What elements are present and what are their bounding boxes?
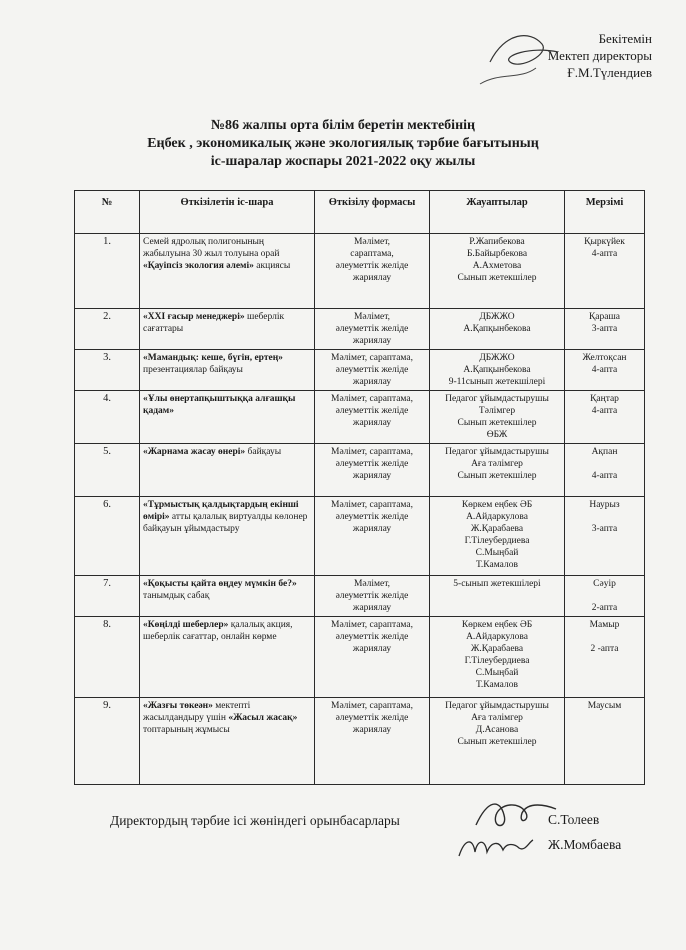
table-row (75, 350, 645, 391)
row-term (565, 444, 645, 497)
row-responsible-line: Т.Камалов (476, 560, 518, 570)
row-event (140, 309, 315, 350)
row-responsible (430, 444, 565, 497)
row-term (565, 309, 645, 350)
row-term-line: 4-апта (591, 365, 618, 375)
event-text: шеберлік сағаттары (143, 312, 285, 334)
row-responsible-line: С.Мыңбай (475, 548, 519, 558)
table-row (75, 497, 645, 576)
row-term-line: 3-апта (591, 324, 618, 334)
row-responsible (430, 234, 565, 309)
row-term (565, 698, 645, 785)
row-responsible (430, 698, 565, 785)
row-form-line: жариялау (352, 336, 392, 346)
row-form-line: әлеуметтік желіде (335, 459, 409, 469)
row-responsible (430, 309, 565, 350)
row-event (140, 617, 315, 698)
row-form-line: Мәлімет, сараптама, (331, 447, 413, 457)
row-term-line (568, 511, 641, 523)
row-form-line: жариялау (352, 725, 392, 735)
row-term (565, 497, 645, 576)
row-form (315, 350, 430, 391)
row-form (315, 617, 430, 698)
row-number: 4. (75, 391, 140, 444)
row-term-line: Қыркүйек (584, 237, 625, 247)
approval-signature-scribble (460, 22, 580, 92)
table-header-row (75, 191, 645, 234)
row-form (315, 234, 430, 309)
row-responsible-line: Б.Байырбекова (466, 249, 528, 259)
row-responsible-line: ӨБЖ (486, 430, 508, 440)
approval-block (472, 30, 652, 81)
footer-name-2: Ж.Момбаева (548, 837, 622, 852)
table-row (75, 391, 645, 444)
row-form-line: әлеуметтік желіде (335, 632, 409, 642)
row-responsible-line: А.Айдаркулова (466, 632, 528, 642)
row-responsible-line: Сынып жетекшілер (457, 471, 537, 481)
event-text: мектепті жасылдандыру үшін (143, 701, 251, 723)
header-term: Мерзімі (565, 191, 645, 234)
row-term-line (568, 590, 641, 602)
row-event (140, 497, 315, 576)
row-form (315, 309, 430, 350)
row-term-line: 3-апта (591, 524, 618, 534)
row-term-line: Ақпан (591, 447, 618, 457)
row-form (315, 576, 430, 617)
row-responsible-line: Р.Жапибекова (469, 237, 525, 247)
row-number: 9. (75, 698, 140, 785)
signature-scribble-2 (455, 832, 535, 862)
row-term-line: Наурыз (589, 500, 620, 510)
table-row (75, 444, 645, 497)
row-responsible-line: Т.Камалов (476, 680, 518, 690)
title-line-1: №86 жалпы орта білім беретін мектебінің (210, 118, 476, 133)
header-responsible: Жауаптылар (430, 191, 565, 234)
event-title: «Жасыл жасақ» (228, 713, 298, 723)
row-form-line: әлеуметтік желіде (335, 713, 409, 723)
header-form: Өткізілу формасы (315, 191, 430, 234)
row-term-line: Сәуір (593, 579, 616, 589)
row-form-line: Мәлімет, (353, 237, 391, 247)
row-responsible-line: Г.Тілеубердиева (464, 656, 530, 666)
row-form-line: жариялау (352, 418, 392, 428)
document-title (0, 117, 686, 171)
row-term (565, 576, 645, 617)
row-responsible-line: С.Мыңбай (475, 668, 519, 678)
row-form-line: жариялау (352, 273, 392, 283)
row-term (565, 617, 645, 698)
event-title: «Ұлы өнертапқыштыққа алғашқы қадам» (143, 394, 296, 416)
row-responsible-line: А.Қапқынбекова (463, 324, 531, 334)
row-responsible-line: Ж.Қарабаева (470, 524, 524, 534)
row-form (315, 497, 430, 576)
event-title: «Жазғы төкеән» (143, 701, 213, 711)
row-number: 5. (75, 444, 140, 497)
row-term-line: 4-апта (591, 471, 618, 481)
row-responsible (430, 576, 565, 617)
event-title: «Мамандық: кеше, бүгін, ертең» (143, 353, 283, 363)
row-form-line: Мәлімет, сараптама, (331, 620, 413, 630)
row-responsible-line: Сынып жетекшілер (457, 273, 537, 283)
event-text: байқауы (245, 447, 282, 457)
event-title: «Көңілді шеберлер» (143, 620, 229, 630)
footer-name-1: С.Толеев (548, 812, 600, 827)
row-responsible-line: Ж.Қарабаева (470, 644, 524, 654)
row-term-line: 2-апта (591, 603, 618, 613)
row-term-line (568, 458, 641, 470)
row-number: 7. (75, 576, 140, 617)
row-responsible-line: 9-11сынып жетекшілері (448, 377, 546, 387)
row-number: 6. (75, 497, 140, 576)
row-responsible-line: Г.Тілеубердиева (464, 536, 530, 546)
row-event (140, 391, 315, 444)
row-event (140, 576, 315, 617)
row-form-line: әлеуметтік желіде (335, 591, 409, 601)
row-number: 8. (75, 617, 140, 698)
table-row (75, 309, 645, 350)
row-number: 2. (75, 309, 140, 350)
row-form (315, 698, 430, 785)
event-text: презентациялар байқауы (143, 365, 243, 375)
event-text: қалалық акция, шеберлік сағаттар, онлайн көрме (143, 620, 293, 642)
row-responsible-line: Педагог ұйымдастырушы (445, 394, 549, 404)
row-term-line: 4-апта (591, 406, 618, 416)
row-responsible-line: Сынып жетекшілер (457, 737, 537, 747)
table-row (75, 576, 645, 617)
row-event (140, 234, 315, 309)
event-title: «XXI ғасыр менеджері» (143, 312, 245, 322)
event-text: танымдық сабақ (143, 591, 210, 601)
table-row (75, 617, 645, 698)
row-term-line: 4-апта (591, 249, 618, 259)
header-number: № (75, 191, 140, 234)
row-responsible-line: Аға тәлімгер (471, 713, 523, 723)
row-responsible-line: А.Қапқынбекова (463, 365, 531, 375)
event-text: акциясы (253, 261, 291, 271)
approval-line-approve: Бекітемін (598, 31, 652, 46)
row-form-line: әлеуметтік желіде (335, 365, 409, 375)
row-event (140, 444, 315, 497)
row-responsible-line: Педагог ұйымдастырушы (445, 447, 549, 457)
row-event (140, 698, 315, 785)
row-responsible-line: А.Ахметова (472, 261, 522, 271)
row-responsible (430, 350, 565, 391)
row-event (140, 350, 315, 391)
event-text: атты қалалық виртуалды көлонер байқауын ұйымдастыру (143, 512, 308, 534)
row-form-line: Мәлімет, сараптама, (331, 701, 413, 711)
title-line-2: Еңбек , экономикалық және экологиялық тәрбие бағытының (147, 136, 539, 151)
approval-line-position: Мектеп директоры (547, 48, 652, 63)
event-title: «Тұрмыстық қалдықтардың екінші өмірі» (143, 500, 299, 522)
activity-plan-table (74, 190, 645, 785)
header-event: Өткізілетін іс-шара (140, 191, 315, 234)
row-form-line: жариялау (352, 644, 392, 654)
row-form-line: Мәлімет, сараптама, (331, 394, 413, 404)
row-term-line: Қараша (588, 312, 621, 322)
row-responsible-line: Педагог ұйымдастырушы (445, 701, 549, 711)
row-form-line: Мәлімет, сараптама, (331, 353, 413, 363)
row-responsible (430, 497, 565, 576)
table-row (75, 234, 645, 309)
row-term (565, 350, 645, 391)
row-number: 3. (75, 350, 140, 391)
title-line-3: іс-шаралар жоспары 2021-2022 оқу жылы (210, 154, 476, 169)
footer-position: Директордың тәрбие ісі жөніндегі орынбасарлары (110, 813, 400, 828)
row-term (565, 391, 645, 444)
row-term (565, 234, 645, 309)
event-text: Семей ядролық полигонының жабылуына 30 жыл толуына орай (143, 237, 280, 259)
event-title: «Қоқысты қайта өңдеу мүмкін бе?» (143, 579, 297, 589)
row-form-line: әлеуметтік желіде (335, 324, 409, 334)
row-form-line: жариялау (352, 471, 392, 481)
row-responsible-line: Д.Асанова (475, 725, 519, 735)
table-row (75, 698, 645, 785)
row-number: 1. (75, 234, 140, 309)
row-term-line: Қаңтар (590, 394, 619, 404)
table-body (75, 234, 645, 785)
row-form (315, 444, 430, 497)
row-responsible-line: Көркем еңбек ӘБ (461, 500, 533, 510)
row-form-line: сараптама, (350, 249, 394, 259)
row-term-line: Мамыр (589, 620, 620, 630)
row-form-line: әлеуметтік желіде (335, 512, 409, 522)
row-responsible-line: Тәлімгер (478, 406, 516, 416)
row-term-line: Желтоқсан (582, 353, 627, 363)
row-term-line: 2 -апта (590, 644, 619, 654)
row-form-line: жариялау (352, 377, 392, 387)
row-form-line: Мәлімет, (353, 312, 391, 322)
row-responsible-line: А.Айдаркулова (466, 512, 528, 522)
row-form-line: жариялау (352, 524, 392, 534)
event-title: «Қауіпсіз экология әлемі» (143, 261, 254, 271)
row-responsible-line: Көркем еңбек ӘБ (461, 620, 533, 630)
row-responsible-line: ДБЖЖО (479, 312, 515, 322)
row-form-line: әлеуметтік желіде (335, 261, 409, 271)
signature-scribble-1 (470, 795, 560, 835)
approval-line-name: Ғ.М.Түлендиев (567, 65, 652, 80)
row-form-line: Мәлімет, (353, 579, 391, 589)
row-form-line: жариялау (352, 603, 392, 613)
event-text: топтарының жұмысы (143, 725, 230, 735)
event-title: «Жарнама жасау өнері» (143, 447, 246, 457)
row-responsible (430, 391, 565, 444)
row-term-line: Маусым (587, 701, 622, 711)
row-responsible-line: Сынып жетекшілер (457, 418, 537, 428)
row-form-line: Мәлімет, сараптама, (331, 500, 413, 510)
row-form-line: әлеуметтік желіде (335, 406, 409, 416)
row-responsible (430, 617, 565, 698)
row-responsible-line: 5-сынып жетекшілері (453, 579, 541, 589)
row-responsible-line: Аға тәлімгер (471, 459, 523, 469)
row-form (315, 391, 430, 444)
row-responsible-line: ДБЖЖО (479, 353, 515, 363)
row-term-line (568, 631, 641, 643)
